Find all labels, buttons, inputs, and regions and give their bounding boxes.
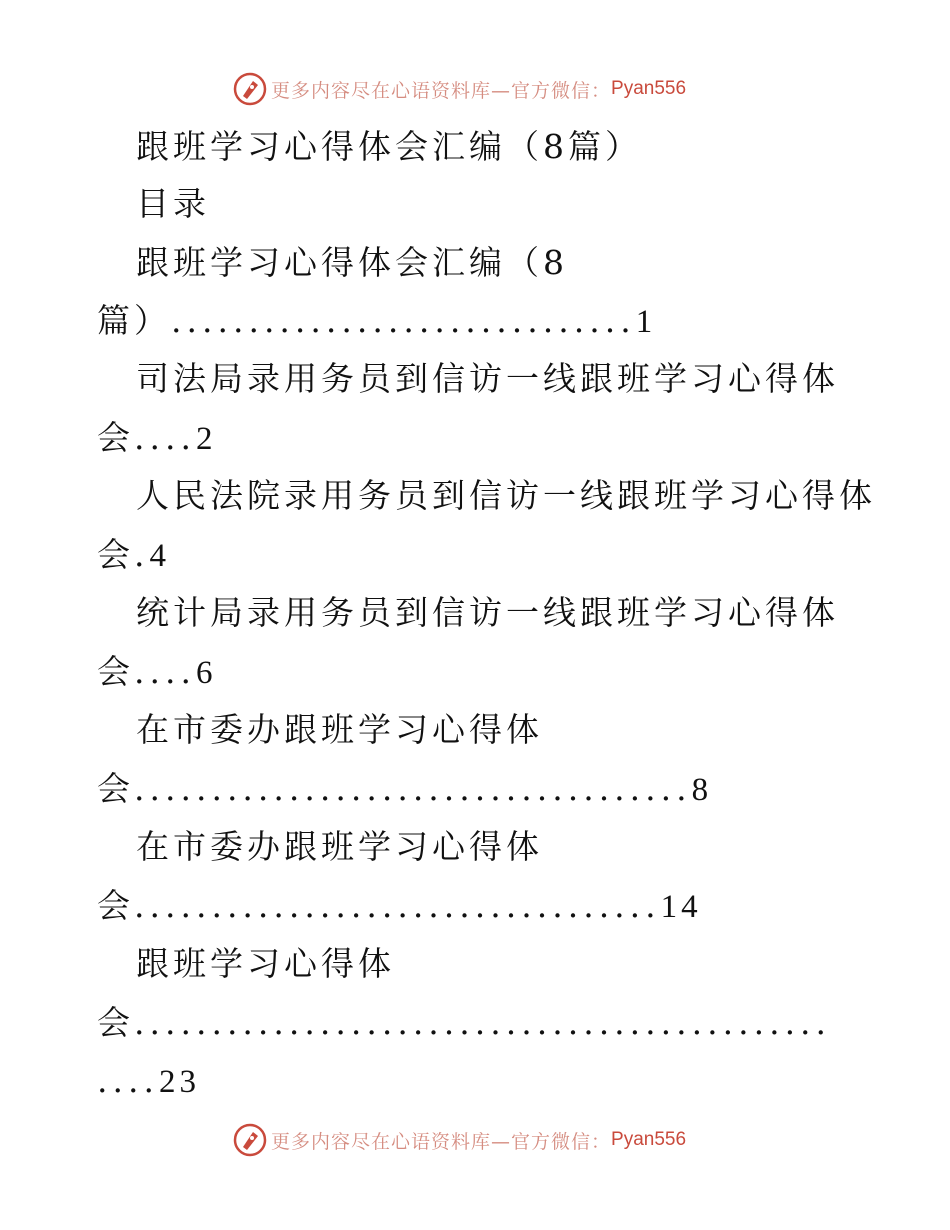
toc-entry-7-title: 跟班学习心得体 bbox=[136, 944, 395, 983]
toc-entry-3-title: 人民法院录用务员到信访一线跟班学习心得体 bbox=[136, 476, 876, 515]
toc-entry-7-leader-end: .... bbox=[97, 1061, 159, 1100]
toc-entry-2-leader: .... bbox=[134, 418, 196, 457]
toc-entry-5-continuation bbox=[97, 769, 712, 810]
toc-entry-4-title: 统计局录用务员到信访一线跟班学习心得体 bbox=[136, 593, 839, 632]
pen-nib-logo-icon bbox=[233, 72, 267, 106]
toc-entry-5-leader: .................................... bbox=[134, 769, 692, 808]
watermark-wechat-id: Pyan556 bbox=[611, 78, 687, 99]
watermark-wechat-id: Pyan556 bbox=[611, 1129, 687, 1150]
toc-entry-7-title-end: 会 bbox=[97, 1003, 134, 1042]
toc-entry-4-leader: .... bbox=[134, 652, 196, 691]
toc-entry-1-continuation bbox=[97, 301, 656, 342]
toc-entry-3-leader: . bbox=[134, 535, 150, 574]
toc-entry-1-page: 1 bbox=[635, 304, 657, 340]
toc-entry-4-continuation bbox=[97, 652, 216, 693]
document-title: 跟班学习心得体会汇编（8篇） bbox=[136, 127, 642, 166]
toc-entry-6-continuation bbox=[97, 886, 702, 927]
toc-entry-7-wrap bbox=[97, 1061, 200, 1102]
toc-entry-3-page: 4 bbox=[149, 538, 170, 574]
toc-entry-7-continuation bbox=[97, 1003, 831, 1043]
toc-entry-2-title-end: 会 bbox=[97, 418, 134, 457]
pen-nib-logo-icon bbox=[233, 1123, 267, 1157]
watermark-text: 更多内容尽在心语资料库—官方微信： bbox=[271, 79, 612, 102]
toc-entry-4-page: 6 bbox=[195, 655, 217, 691]
toc-entry-7-leader: ............................................. bbox=[134, 1003, 832, 1042]
watermark-text: 更多内容尽在心语资料库—官方微信： bbox=[271, 1130, 612, 1153]
toc-entry-1-leader: .............................. bbox=[171, 301, 636, 340]
toc-entry-1-title-end: 篇） bbox=[97, 301, 171, 340]
toc-entry-2-page: 2 bbox=[195, 421, 217, 457]
toc-entry-6-page: 14 bbox=[660, 889, 702, 925]
toc-entry-4-title-end: 会 bbox=[97, 652, 134, 691]
header-watermark bbox=[233, 71, 686, 107]
toc-entry-1-title: 跟班学习心得体会汇编（8 bbox=[136, 243, 568, 282]
toc-entry-5-page: 8 bbox=[691, 772, 713, 808]
toc-entry-2-continuation bbox=[97, 418, 216, 459]
toc-entry-5-title-end: 会 bbox=[97, 769, 134, 808]
toc-entry-2-title: 司法局录用务员到信访一线跟班学习心得体 bbox=[136, 359, 839, 398]
toc-heading: 目录 bbox=[136, 184, 210, 223]
toc-entry-5-title: 在市委办跟班学习心得体 bbox=[136, 710, 543, 749]
toc-entry-3-title-end: 会 bbox=[97, 535, 134, 574]
toc-entry-3-continuation bbox=[97, 535, 170, 576]
toc-entry-7-page: 23 bbox=[158, 1064, 200, 1100]
toc-entry-6-leader: .................................. bbox=[134, 886, 661, 925]
footer-watermark bbox=[233, 1122, 686, 1158]
toc-entry-6-title: 在市委办跟班学习心得体 bbox=[136, 827, 543, 866]
toc-entry-6-title-end: 会 bbox=[97, 886, 134, 925]
